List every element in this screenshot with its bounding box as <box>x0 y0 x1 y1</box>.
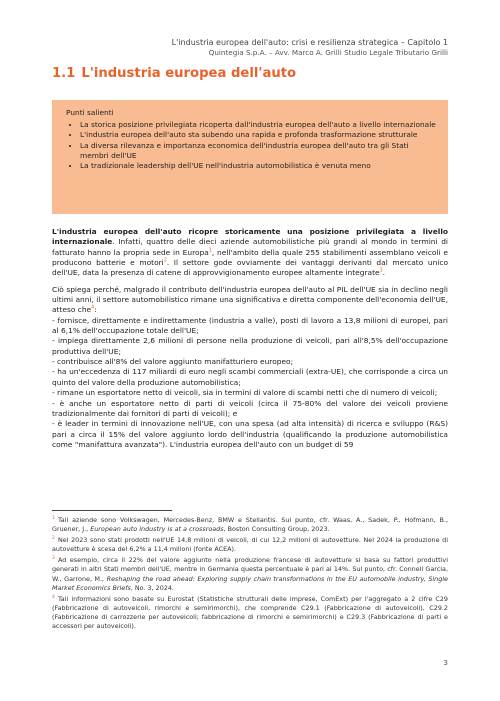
footnote-text: Tali aziende sono Volkswagen, Mercedes-Benz, BMW e Stellantis. Sul punto, cfr. Waas, A., Sadek, P., Hofmann, B., Gruener, J., <box>52 516 448 534</box>
paragraph-text: , nell'ambito della quale 255 stabilimenti assemblano veicoli e producono batterie e motori <box>52 247 448 268</box>
footnote-ref[interactable]: 1 <box>208 248 212 254</box>
key-points-title: Punti salienti <box>66 108 114 117</box>
footnote-divider <box>52 510 172 511</box>
list-line: - è anche un esportatore netto di parti di veicoli (circa il 75-80% del valore dei veicoli proviene tradizionalmente dai fornitori di parti di veicoli); e <box>52 398 448 418</box>
footnote-text: Tali informazioni sono basate su Eurostat (Statistiche strutturali delle imprese, ComExt) per l'aggregato a 2 cifre C29 (Fabbricazione di autoveicoli, rimorchi e semirimorchi), che comprende C29.1 (Fabbricazione di autoveicoli), C29.2 (Fabbricazione di carrozzerie per autoveicoli; fabbricazione di rimorchi e semirimorchi) e C29.3 (Fabbricazione di parti e accessori per autoveicoli). <box>52 594 448 631</box>
paragraph-text: : <box>94 305 97 315</box>
list-line: - è leader in termini di innovazione nell'UE, con una spesa (ad alta intensità) di ricerca e sviluppo (R&S) pari a circa il 15% del valore aggiunto lordo dell'industria (qualificando la produzione automobilistica come "manifattura avanzata"). L'industria europea dell'auto con un budget di 59 <box>52 419 448 449</box>
paragraph-text: . Infatti, quattro delle dieci aziende automobilistiche più grandi al mondo in termini di fatturato hanno la propria sede in Europa <box>52 237 448 257</box>
footnote-ref[interactable]: 4 <box>91 305 95 311</box>
key-point-item: • La tradizionale leadership dell'UE nell'industria automobilistica è venuta meno <box>80 161 438 171</box>
footnote-ref[interactable]: 2 <box>163 258 167 264</box>
footnote-number: 1 <box>52 515 55 521</box>
key-points-list <box>66 120 438 171</box>
footnote-3 <box>52 556 448 592</box>
footnote-number: 3 <box>52 556 55 562</box>
key-point-item: • La diversa rilevanza e importanza economica dell'industria europea dell'auto tra gli Stati membri dell'UE <box>80 141 438 161</box>
list-line: - rimane un esportatore netto di veicoli, sia in termini di valore di scambi netti che di numero di veicoli; <box>52 388 438 398</box>
key-point-item: • L'industria europea dell'auto sta subendo una rapida e profonda trasformazione strutturale <box>80 130 438 140</box>
footnote-text: Ad esempio, circa il 22% del valore aggiunto nella produzione francese di autovetture si basa su fattori produttivi generati in altri Stati membri dell'UE, mentre in Germania questa percentuale è pari al 14%. Sul punto, cfr. Connell Garcia, W., Garrone, M., <box>52 556 448 583</box>
footnote-number: 4 <box>52 594 55 600</box>
footnote-text: Nel 2023 sono stati prodotti nell'UE 14,8 milioni di veicoli, di cui 12,2 milioni di autovetture. Nel 2024 la produzione di autovetture è scesa del 6,2% a 11,4 milioni (fonte ACEA). <box>52 536 448 554</box>
footnote-citation-title: European auto industry is at a crossroads <box>90 525 224 534</box>
page-number: 3 <box>443 658 448 667</box>
list-line: - ha un'eccedenza di 117 miliardi di euro negli scambi commerciali (extra-UE), che corrisponde a circa un quinto del valore della produzione automobilistica; <box>52 367 448 387</box>
list-line: - fornisce, direttamente e indirettamente (industria a valle), posti di lavoro a 13,8 milioni di europei, pari al 6,1% dell'occupazione totale dell'UE; <box>52 315 448 336</box>
footnotes <box>52 516 448 633</box>
footnote-number: 2 <box>52 536 55 542</box>
paragraph-text: . <box>382 268 386 278</box>
section-number: 1.1 <box>52 66 76 81</box>
header-authors: Quintegia S.p.A. – Avv. Marco A. Grilli Studio Legale Tributario Grilli <box>208 48 448 57</box>
running-header <box>172 37 448 59</box>
list-line: - impiega direttamente 2,6 milioni di persone nella produzione di veicoli, pari all'8,5% dell'occupazione produttiva dell'UE; <box>52 336 448 356</box>
key-point-item: • La storica posizione privilegiata ricoperta dall'industria europea dell'auto a livello internazionale <box>80 120 438 130</box>
header-title: L'industria europea dell'auto: crisi e resilienza strategica – Capitolo 1 <box>171 38 448 47</box>
key-points-box <box>52 100 448 214</box>
section-title: L'industria europea dell'auto <box>81 66 297 81</box>
footnote-citation-title: Reshaping the road ahead: Exploring supply chain transformations in the EU automobile industry, Single Market Economics Briefs <box>52 574 448 592</box>
paragraph-text: Ciò spiega perché, malgrado il contributo dell'industria europea dell'auto al PIL dell'UE sia in declino negli ultimi anni, il settore automobilistico rimane una significativa e diretta componente dell'economia dell'UE, atteso che <box>52 284 448 315</box>
footnote-text: , Boston Consulting Group, 2023. <box>223 525 330 534</box>
paragraph-lead: L'industria europea dell'auto ricopre storicamente una posizione privilegiata a livello internazionale <box>52 227 448 247</box>
footnote-ref[interactable]: 3 <box>379 268 383 274</box>
footnote-1 <box>52 516 448 534</box>
section-heading <box>52 66 296 81</box>
paragraph-2 <box>52 285 448 451</box>
body-text <box>52 227 448 456</box>
paragraph-1 <box>52 227 448 279</box>
footnote-4 <box>52 595 448 631</box>
paragraph-text: . Il settore gode ovviamente dei vantaggi derivanti dal mercato unico dell'UE, data la presenza di catene di approvvigionamento europee altamente integrate <box>52 258 449 278</box>
list-line: - contribuisce all'8% del valore aggiunto manifatturiero europeo; <box>52 357 294 367</box>
footnote-text: , No. 3, 2024. <box>130 583 174 592</box>
footnote-2 <box>52 536 448 554</box>
